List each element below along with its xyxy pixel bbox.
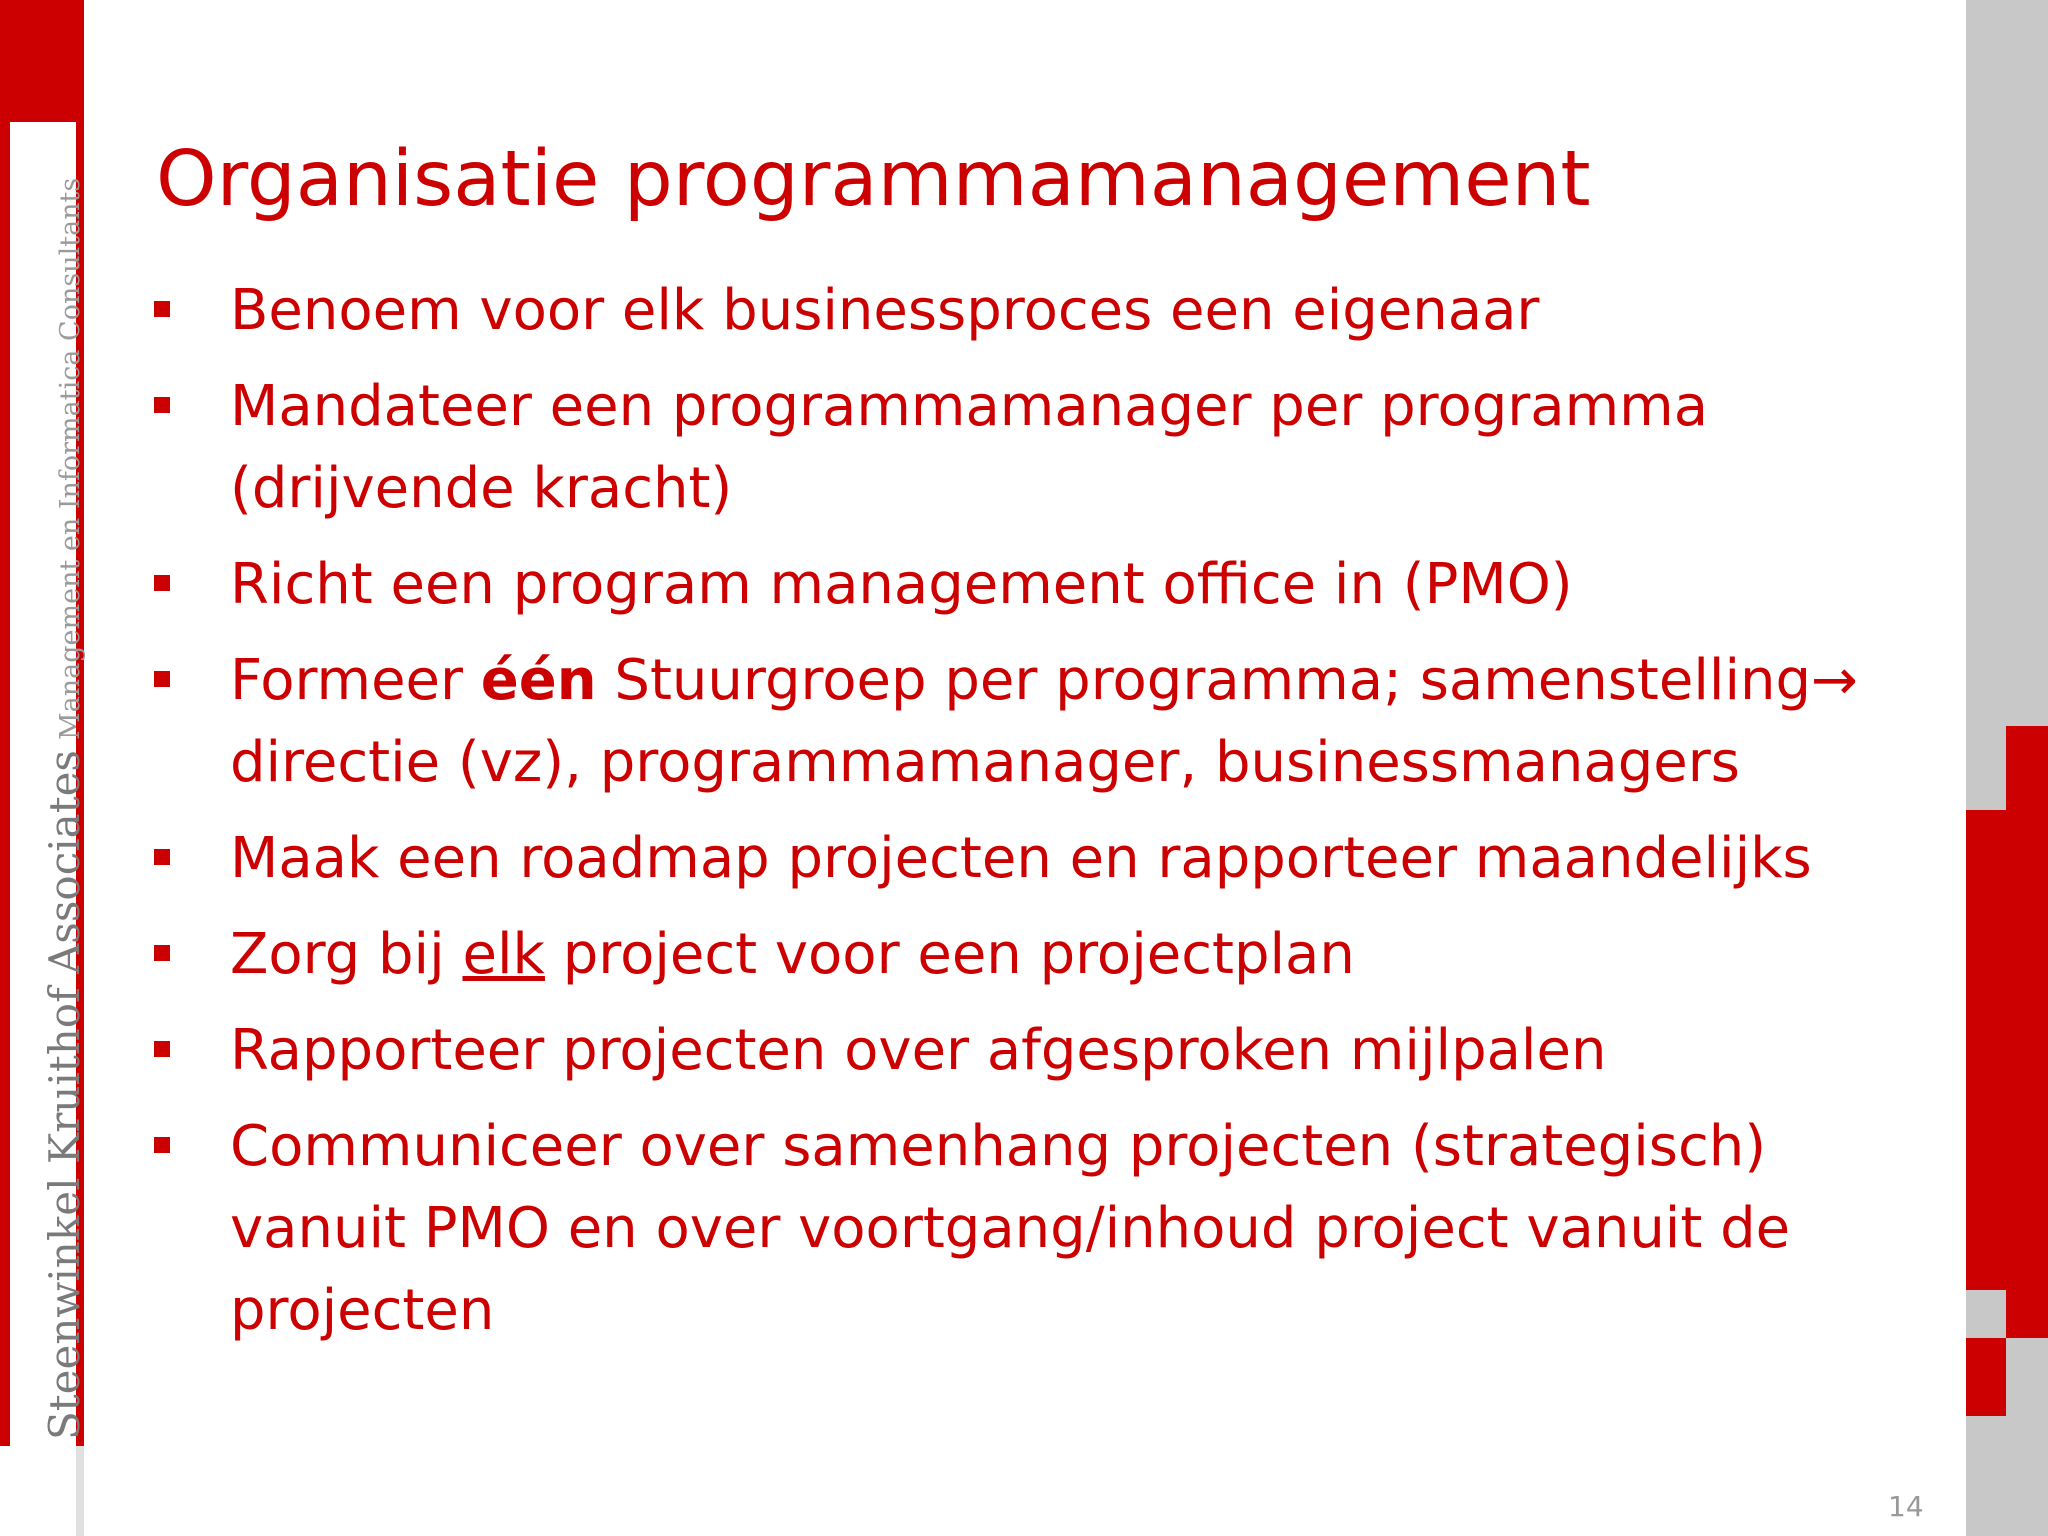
square-bullet-icon [154,397,170,413]
square-bullet-icon [154,1137,170,1153]
vertical-brand-text [40,177,89,1440]
bullet-item [148,640,1948,804]
bullet-item [148,544,1948,626]
bullet-item [148,1106,1948,1352]
bullet-text: Richt een program management office in (PMO) [230,552,1573,617]
brand-company-name: Steenwinkel Kruithof Associates [40,750,89,1440]
arrow-icon: → [1811,648,1858,713]
right-red-block-lower [1966,1338,2006,1416]
bullet-text-pre: Formeer [230,648,481,713]
square-bullet-icon [154,1041,170,1057]
bullet-list [148,270,1948,1366]
right-grey-block-lower [2006,1338,2048,1398]
square-bullet-icon [154,945,170,961]
bullet-text: Benoem voor elk businessproces een eigenaar [230,278,1540,343]
page-number: 14 [1888,1490,1924,1523]
bullet-text-post: project voor een projectplan [544,922,1355,987]
bullet-item [148,270,1948,352]
bullet-text-pre: Zorg bij [230,922,463,987]
bullet-item [148,914,1948,996]
bullet-text-post: Stuurgroep per programma; samenstelling [596,648,1812,713]
square-bullet-icon [154,671,170,687]
square-bullet-icon [154,575,170,591]
bullet-text: Communiceer over samenhang projecten (strategisch) vanuit PMO en over voortgang/inhoud project vanuit de projecten [230,1114,1808,1343]
bullet-item [148,1010,1948,1092]
brand-tagline: Management en Informatica Consultants [55,177,86,740]
left-red-header-block [0,0,84,122]
right-red-block-main [1966,810,2048,1338]
bullet-item [148,366,1948,530]
right-red-block-upper [2006,726,2048,816]
bullet-text: Maak een roadmap projecten en rapporteer maandelijks [230,826,1812,891]
left-red-edge [0,118,10,1446]
square-bullet-icon [154,849,170,865]
bullet-text-bold: één [480,648,597,713]
bullet-text-underlined: elk [462,922,545,987]
bullet-text: Rapporteer projecten over afgesproken mijlpalen [230,1018,1607,1083]
bullet-text-tail: directie (vz), programmamanager, businessmanagers [230,648,1876,795]
right-grey-notch [1966,1290,2006,1338]
bullet-item [148,818,1948,900]
slide-title: Organisatie programmamanagement [156,135,1591,224]
square-bullet-icon [154,301,170,317]
bullet-text: Mandateer een programmamanager per programma (drijvende kracht) [230,374,1726,521]
left-grey-footer [76,1446,84,1536]
